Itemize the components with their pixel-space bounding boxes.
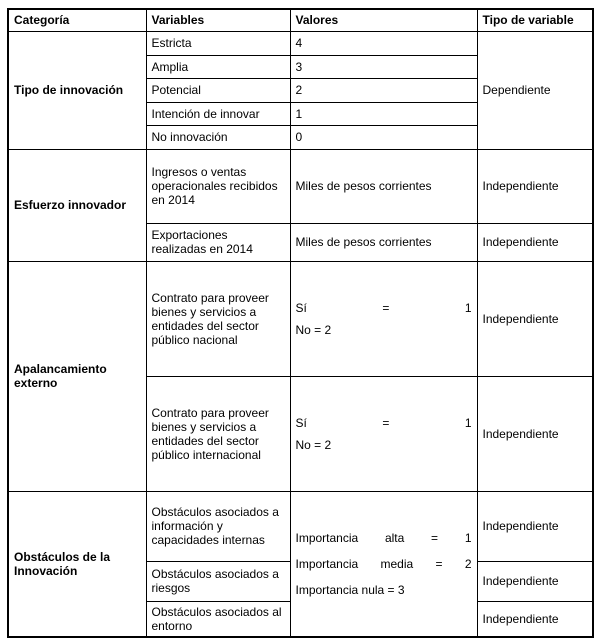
variables-table xyxy=(7,8,594,638)
category-cell-esfuerzo-innovador: Esfuerzo innovador xyxy=(8,149,146,261)
value-cell xyxy=(290,261,477,376)
variable-cell: Exportaciones realizadas en 2014 xyxy=(146,223,290,261)
value-cell: 1 xyxy=(290,102,477,125)
header-valores: Valores xyxy=(290,9,477,31)
table-row xyxy=(8,491,593,561)
value-cell-obstaculos xyxy=(290,491,477,637)
header-row xyxy=(8,9,593,31)
value-cell: 3 xyxy=(290,55,477,78)
type-cell-dependiente: Dependiente xyxy=(477,31,593,149)
value-line: Importancia nula = 3 xyxy=(295,582,405,597)
variable-cell: Contrato para proveer bienes y servicios a entidades del sector público internacional xyxy=(146,376,290,491)
type-cell: Independiente xyxy=(477,491,593,561)
type-cell: Independiente xyxy=(477,561,593,601)
variable-cell: No innovación xyxy=(146,125,290,149)
type-cell: Independiente xyxy=(477,223,593,261)
table-row xyxy=(8,261,593,376)
table-row xyxy=(8,149,593,223)
variable-cell: Potencial xyxy=(146,78,290,102)
type-cell: Independiente xyxy=(477,376,593,491)
category-cell-apalancamiento-externo: Apalancamiento externo xyxy=(8,261,146,491)
header-variables: Variables xyxy=(146,9,290,31)
variable-cell: Obstáculos asociados a información y capacidades internas xyxy=(146,491,290,561)
variable-cell: Obstáculos asociados al entorno xyxy=(146,601,290,637)
value-cell: Miles de pesos corrientes xyxy=(290,223,477,261)
value-line: No = 2 xyxy=(295,322,332,337)
value-cell: Miles de pesos corrientes xyxy=(290,149,477,223)
value-cell: 2 xyxy=(290,78,477,102)
header-tipo-variable: Tipo de variable xyxy=(477,9,593,31)
value-cell xyxy=(290,376,477,491)
variable-cell: Ingresos o ventas operacionales recibidos en 2014 xyxy=(146,149,290,223)
type-cell: Independiente xyxy=(477,149,593,223)
variable-cell: Estricta xyxy=(146,31,290,55)
category-cell-obstaculos-innovacion: Obstáculos de la Innovación xyxy=(8,491,146,637)
variable-cell: Obstáculos asociados a riesgos xyxy=(146,561,290,601)
variable-cell: Contrato para proveer bienes y servicios a entidades del sector público nacional xyxy=(146,261,290,376)
category-cell-tipo-innovacion: Tipo de innovación xyxy=(8,31,146,149)
type-cell: Independiente xyxy=(477,601,593,637)
value-line: No = 2 xyxy=(295,437,332,452)
value-line: Importancia alta = 1 xyxy=(295,530,472,545)
table-row xyxy=(8,31,593,55)
value-line: Sí = 1 xyxy=(295,300,472,315)
type-cell: Independiente xyxy=(477,261,593,376)
value-line: Sí = 1 xyxy=(295,415,472,430)
variable-cell: Intención de innovar xyxy=(146,102,290,125)
value-cell: 4 xyxy=(290,31,477,55)
variable-cell: Amplia xyxy=(146,55,290,78)
value-cell: 0 xyxy=(290,125,477,149)
header-categoria: Categoría xyxy=(8,9,146,31)
value-line: Importancia media = 2 xyxy=(295,556,472,571)
